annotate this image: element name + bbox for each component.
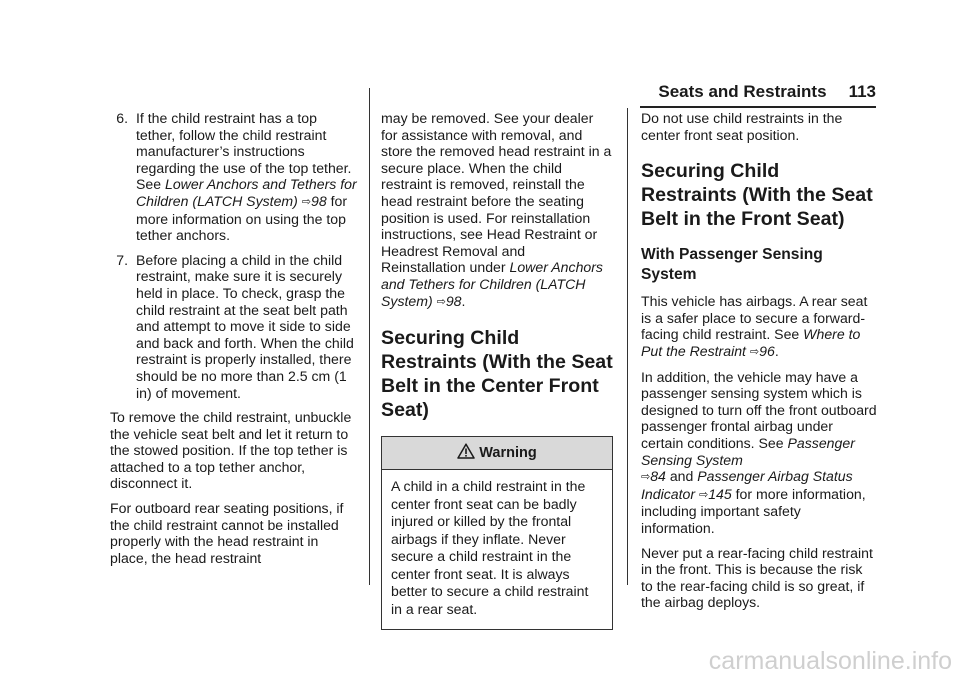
cross-reference-link[interactable]: Where to Put the Restraint	[641, 326, 861, 359]
paragraph-text: This vehicle has airbags. A rear seat is a safer place to secure a forward-facing child restraint. See	[641, 293, 868, 343]
column-2	[381, 110, 613, 630]
header-rule	[640, 106, 876, 108]
page-ref-arrow-icon: ⇨	[301, 195, 311, 208]
step-text: Before placing a child in the child restraint, make sure it is securely held in place. To check, grasp the child restraint at the seat belt path and attempt to move it side to side and back and forth. When the child restraint is properly installed, there should be no more than 2.5 cm (1 in) of movement.	[136, 251, 354, 401]
page-ref-arrow-icon: ⇨	[641, 471, 651, 484]
paragraph-text: and	[665, 468, 698, 485]
cross-reference-link[interactable]: Lower Anchors and Tethers for Children (LATCH System)	[136, 176, 357, 209]
warning-header	[382, 437, 612, 470]
page-reference[interactable]: 145	[708, 485, 732, 502]
cross-reference-link[interactable]: Passenger Sensing System	[641, 434, 855, 468]
paragraph: Never put a rear-facing child restraint in the front. This is because the risk to the rear-facing child is so great, if the airbag deploys.	[641, 544, 873, 611]
warning-body: A child in a child restraint in the center front seat can be badly injured or killed by the frontal airbags if they inflate. Never secure a child restraint in the center front seat. It is always better to secure a child restraint in a rear seat.	[391, 478, 589, 617]
paragraph	[381, 110, 613, 310]
paragraph-text: .	[774, 342, 779, 359]
page-reference[interactable]: 98	[311, 192, 327, 209]
column-1	[110, 110, 358, 574]
column-3	[641, 110, 877, 619]
step-6	[110, 110, 358, 244]
paragraph-text: .	[461, 292, 466, 309]
page-ref-arrow-icon: ⇨	[436, 295, 446, 308]
page-ref-arrow-icon: ⇨	[698, 488, 709, 501]
paragraph	[641, 293, 877, 360]
paragraph	[641, 369, 877, 537]
page-reference[interactable]: 84	[650, 468, 666, 485]
page-ref-arrow-icon: ⇨	[749, 345, 760, 358]
column-divider-1	[369, 88, 370, 585]
cross-reference-link[interactable]: Passenger Airbag Status Indicator	[641, 468, 853, 502]
warning-triangle-icon	[457, 443, 475, 459]
paragraph: Do not use child restraints in the center front seat position.	[641, 110, 843, 143]
step-text-part: If the child restraint has a top tether, follow the child restraint manufacturer’s instructions regarding the use of the top tether. See	[136, 110, 352, 193]
step-7	[110, 252, 358, 401]
section-title: Seats and Restraints	[658, 82, 827, 101]
section-heading: Securing Child Restraints (With the Seat Belt in the Center Front Seat)	[381, 327, 613, 422]
step-number: 7.	[116, 251, 128, 268]
column-divider-2	[627, 108, 628, 585]
paragraph: To remove the child restraint, unbuckle the vehicle seat belt and let it return to the stowed position. If the top tether is attached to a top tether anchor, disconnect it.	[110, 409, 352, 492]
step-number: 6.	[116, 110, 128, 126]
paragraph-text: for more information, including important safety information.	[641, 485, 866, 536]
section-heading: Securing Child Restraints (With the Seat Belt in the Front Seat)	[641, 160, 873, 231]
paragraph-text: may be removed. See your dealer for assistance with removal, and store the removed head restraint in a secure place. When the child restraint is removed, reinstall the head restraint before the seating position is used. For reinstallation instructions, see Head Restraint or Headrest Removal and Reinstallation under	[381, 110, 612, 276]
subsection-heading: With Passenger Sensing System	[641, 246, 823, 284]
paragraph: For outboard rear seating positions, if the child restraint cannot be installed properly with the head restraint in place, the head restraint	[110, 500, 344, 566]
cross-reference-link[interactable]: Lower Anchors and Tethers for Children (LATCH System)	[381, 259, 603, 309]
page-number: 113	[848, 82, 876, 101]
step-text-part: for more information on using the top tether anchors.	[136, 192, 348, 244]
page-header	[640, 82, 876, 102]
warning-title: Warning	[479, 445, 537, 462]
watermark: carmanualsonline.info	[708, 647, 952, 675]
paragraph-text: In addition, the vehicle may have a passenger sensing system which is designed to turn off the front outboard passenger frontal airbag under certain conditions. See	[641, 368, 877, 451]
warning-box	[381, 436, 613, 630]
step-text	[136, 110, 358, 244]
page-reference[interactable]: 96	[759, 342, 775, 359]
page-reference[interactable]: 98	[445, 292, 462, 309]
